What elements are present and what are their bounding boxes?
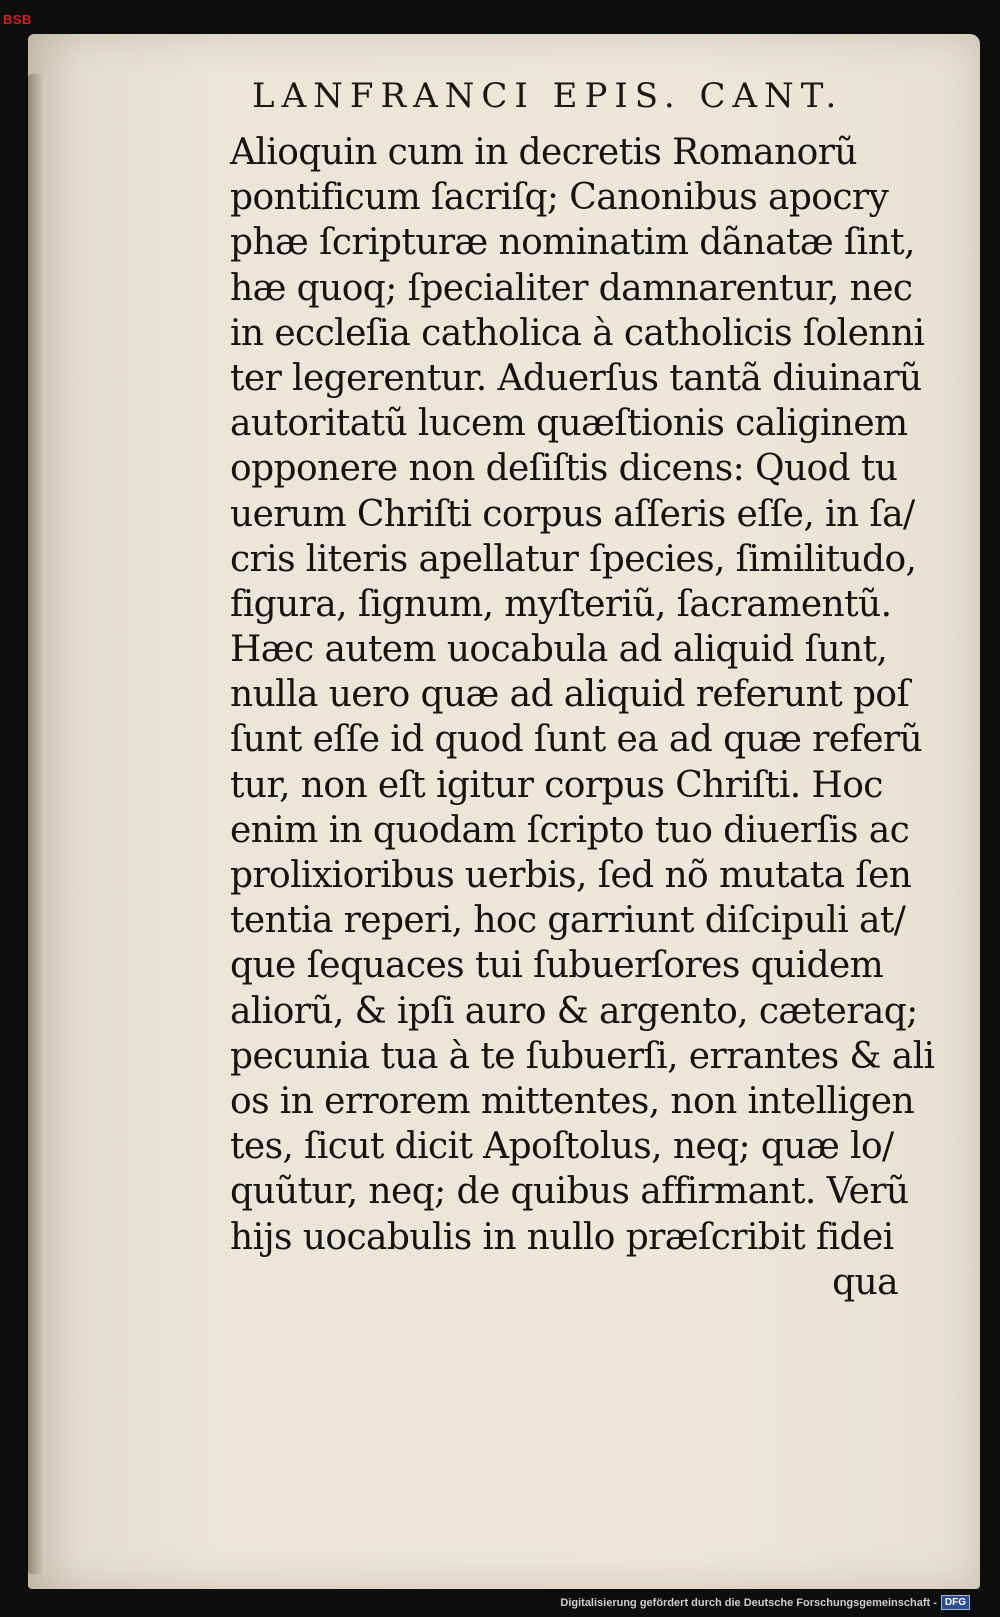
text-line: ter legerentur. Aduerſus tantã diuinarũ	[230, 357, 922, 399]
text-line: tur, non eſt igitur corpus Chriſti. Hoc	[230, 764, 883, 806]
text-line: hæ quoq; ſpecialiter damnarentur, nec	[230, 267, 913, 309]
text-line: quũtur, neq; de quibus affirmant. Verũ	[230, 1171, 909, 1213]
text-line: que ſequaces tui ſubuerſores quidem	[230, 945, 884, 987]
text-line: tentia reperi, hoc garriunt diſcipuli at/	[230, 900, 906, 942]
text-line: figura, ſignum, myſteriũ, ſacramentũ.	[230, 583, 892, 625]
text-line: tes, ſicut dicit Apoſtolus, neq; quæ lo/	[230, 1126, 894, 1168]
body-text	[230, 130, 935, 1305]
text-line: os in errorem mittentes, non intelligen	[230, 1080, 915, 1122]
text-line: pecunia tua à te ſubuerſi, errantes & ali	[230, 1035, 935, 1077]
text-line: nulla uero quæ ad aliquid referunt poſ	[230, 674, 910, 716]
text-line: pontificum ſacriſq; Canonibus apocry	[230, 177, 889, 219]
text-line: autoritatũ lucem quæſtionis caliginem	[230, 403, 908, 445]
credit-text: Digitalisierung gefördert durch die Deutsche Forschungsgemeinschaft -	[560, 1596, 937, 1609]
running-head: LANFRANCI EPIS. CANT.	[252, 76, 844, 116]
text-line: hijs uocabulis in nullo præſcribit fidei	[230, 1216, 894, 1258]
text-line: aliorũ, & ipſi auro & argento, cæteraq;	[230, 990, 918, 1032]
text-line: Alioquin cum in decretis Romanorũ	[230, 132, 857, 173]
text-line: ſunt eſſe id quod ſunt ea ad quæ referũ	[230, 719, 923, 761]
digitization-credit	[560, 1595, 970, 1610]
text-line: Hæc autem uocabula ad aliquid ſunt,	[230, 629, 888, 671]
text-line: cris literis apellatur ſpecies, ſimilitudo,	[230, 538, 917, 580]
text-line: in eccleſia catholica à catholicis ſolenni	[230, 312, 925, 354]
catchword: qua	[832, 1261, 898, 1303]
text-line: phæ ſcripturæ nominatim dãnatæ ſint,	[230, 222, 915, 264]
text-line: uerum Chriſti corpus aſſeris eſſe, in ſa/	[230, 493, 915, 535]
page-edge	[28, 74, 46, 1574]
library-mark: BSB	[3, 12, 32, 27]
dfg-logo: DFG	[941, 1595, 970, 1610]
text-line: prolixioribus uerbis, ſed nõ mutata ſen	[230, 855, 912, 896]
text-line: opponere non deſiſtis dicens: Quod tu	[230, 448, 898, 490]
text-line: enim in quodam ſcripto tuo diuerſis ac	[230, 809, 910, 851]
